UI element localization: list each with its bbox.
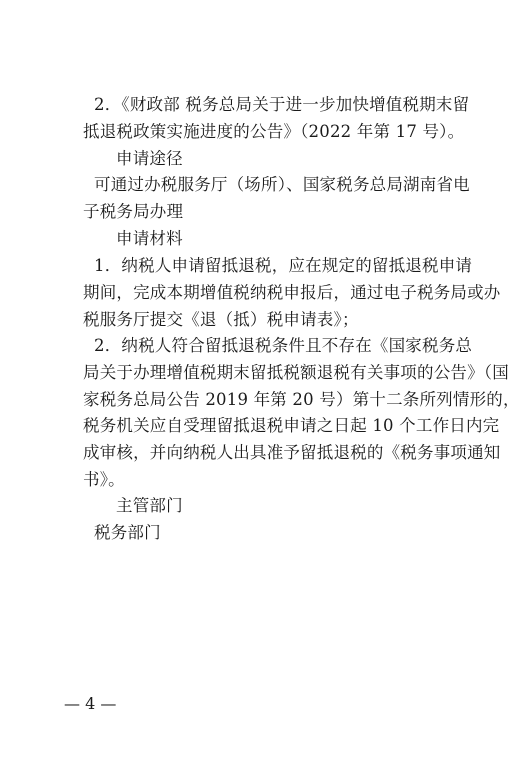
dept-body: 税务部门 (94, 523, 161, 542)
materials-item-2-line-2: 局关于办理增值税期末留抵税额退税有关事项的公告》（国 (83, 363, 509, 382)
section-heading-dept: 主管部门 (116, 496, 183, 515)
materials-item-2-line-1: 2．纳税人符合留抵退税条件且不存在《国家税务总 (94, 336, 473, 355)
section-heading-route: 申请途径 (116, 149, 183, 168)
section-heading-materials: 申请材料 (116, 229, 183, 248)
route-body-line-1: 可通过办税服务厅（场所）、国家税务总局湖南省电 (94, 175, 470, 194)
materials-item-1-line-2: 期间，完成本期增值税纳税申报后，通过电子税务局或办 (83, 283, 501, 302)
materials-item-1-line-3: 税服务厅提交《退（抵）税申请表》； (83, 310, 359, 329)
materials-item-2-line-4: 税务机关应自受理留抵退税申请之日起 10 个工作日内完 (83, 416, 500, 435)
basis-item-2-line-1: 2．《财政部 税务总局关于进一步加快增值税期末留 (94, 95, 470, 114)
materials-item-1-line-1: 1．纳税人申请留抵退税，应在规定的留抵退税申请 (94, 256, 473, 275)
materials-item-2-line-3: 家税务总局公告 2019 年第 20 号）第十二条所列情形的， (83, 390, 520, 409)
materials-item-2-line-5: 成审核，并向纳税人出具准予留抵退税的《税务事项通知 (83, 443, 501, 462)
route-body-line-2: 子税务局办理 (83, 202, 184, 221)
page-number: — 4 — (64, 694, 117, 713)
basis-item-2-line-2: 抵退税政策实施进度的公告》（2022 年第 17 号）。 (83, 122, 465, 141)
materials-item-2-line-6: 书》。 (83, 470, 125, 489)
